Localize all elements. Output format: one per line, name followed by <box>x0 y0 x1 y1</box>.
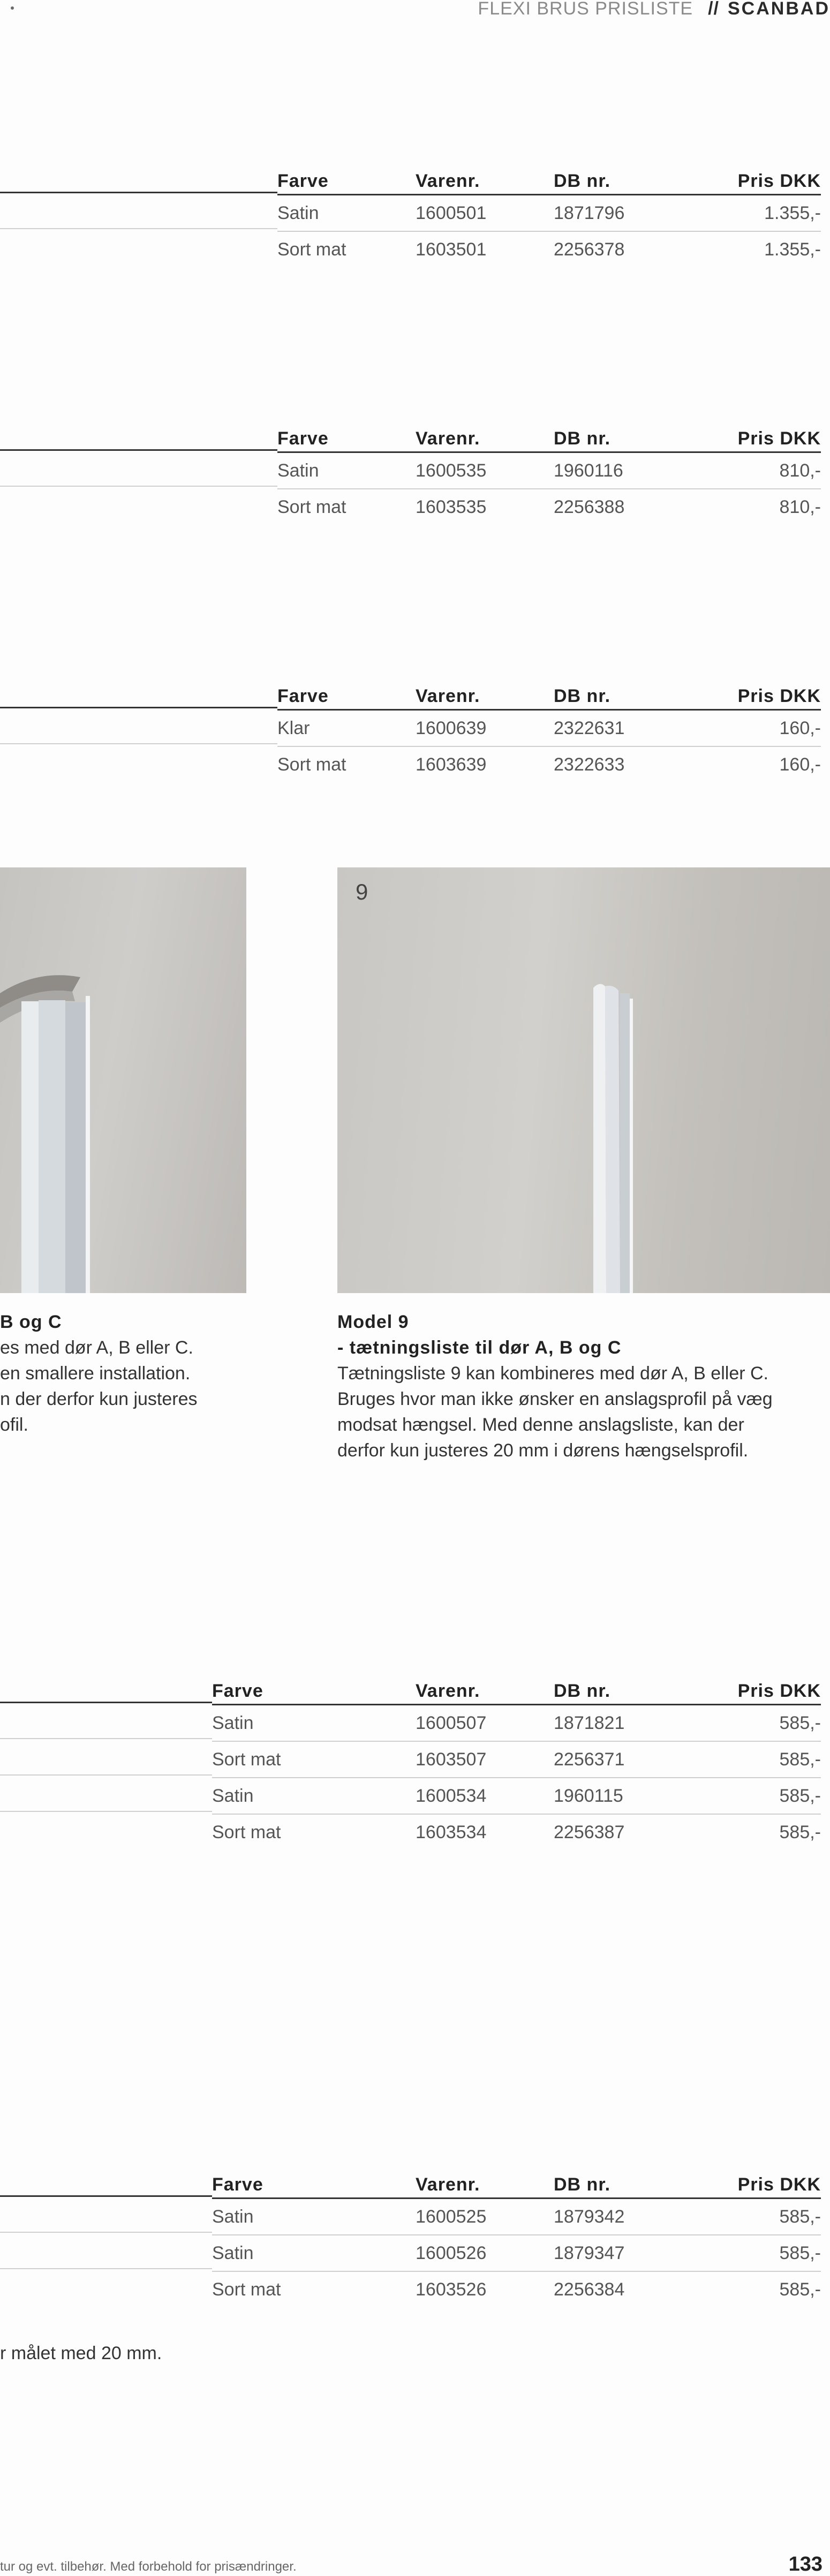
col-header-farve: Farve <box>277 428 329 449</box>
col-header-db-nr: DB nr. <box>554 2174 611 2195</box>
table-rule-left <box>0 486 277 487</box>
col-header-varenr: Varenr. <box>416 171 480 191</box>
cell-db-nr: 2322633 <box>554 754 625 775</box>
table-rule-left <box>0 449 277 451</box>
product-photo-left <box>0 867 246 1293</box>
table-rule-left <box>0 743 277 744</box>
table-row <box>277 489 821 525</box>
model-title: Model 9 <box>337 1312 409 1332</box>
cell-farve: Sort mat <box>277 754 346 775</box>
cell-db-nr: 2256384 <box>554 2279 625 2300</box>
table-row <box>212 2199 821 2235</box>
right-caption <box>337 1309 773 1463</box>
product-photo-model-9 <box>337 867 830 1293</box>
col-header-db-nr: DB nr. <box>554 686 611 706</box>
cell-farve: Satin <box>212 2242 254 2263</box>
table-row <box>277 452 821 489</box>
page-header <box>478 0 830 17</box>
cell-pris: 1.355,- <box>764 202 821 223</box>
table-rule-left <box>0 2268 212 2269</box>
col-header-varenr: Varenr. <box>416 1681 480 1701</box>
cell-pris: 585,- <box>779 1785 821 1806</box>
cell-db-nr: 2322631 <box>554 717 625 738</box>
page-number: 133 <box>788 2553 823 2575</box>
photo-number: 9 <box>356 879 368 904</box>
col-header-pris: Pris DKK <box>737 171 821 191</box>
table-rule-left <box>0 1811 212 1812</box>
cell-farve: Sort mat <box>277 239 346 260</box>
cell-db-nr: 1871821 <box>554 1712 625 1733</box>
table-header-row <box>277 418 821 452</box>
table-row <box>212 2235 821 2271</box>
col-header-farve: Farve <box>277 171 329 191</box>
cell-pris: 160,- <box>779 717 821 738</box>
left-caption-line: es med dør A, B eller C. <box>0 1338 193 1358</box>
footnote: r målet med 20 mm. <box>0 2343 162 2363</box>
description-line: Tætningsliste 9 kan kombineres med dør A, B eller C. <box>337 1363 768 1384</box>
col-header-db-nr: DB nr. <box>554 1681 611 1701</box>
cell-pris: 585,- <box>779 2206 821 2227</box>
cell-farve: Satin <box>277 460 319 481</box>
col-header-db-nr: DB nr. <box>554 171 611 191</box>
cell-farve: Satin <box>212 2206 254 2227</box>
cell-db-nr: 2256388 <box>554 496 625 517</box>
price-table-2 <box>277 418 821 525</box>
door-profile-illustration <box>0 867 246 1293</box>
cell-varenr: 1600535 <box>416 460 487 481</box>
cell-pris: 1.355,- <box>764 239 821 260</box>
cell-varenr: 1603507 <box>416 1749 487 1770</box>
cell-pris: 810,- <box>779 496 821 517</box>
cell-farve: Satin <box>277 202 319 223</box>
col-header-varenr: Varenr. <box>416 2174 480 2195</box>
left-caption-line: en smallere installation. <box>0 1363 191 1384</box>
table-rule-left <box>0 192 277 193</box>
cell-db-nr: 1960115 <box>554 1785 623 1806</box>
left-caption <box>0 1309 198 1438</box>
footer-disclaimer: tur og evt. tilbehør. Med forbehold for prisændringer. <box>0 2559 297 2574</box>
cell-varenr: 1603534 <box>416 1822 487 1842</box>
cell-varenr: 1603639 <box>416 754 487 775</box>
col-header-farve: Farve <box>212 2174 263 2195</box>
cell-farve: Sort mat <box>212 1749 281 1770</box>
cell-db-nr: 1879347 <box>554 2242 625 2263</box>
table-rule-left <box>0 1738 212 1739</box>
cell-farve: Satin <box>212 1712 254 1733</box>
sealing-strip-illustration <box>337 867 830 1293</box>
col-header-pris: Pris DKK <box>737 1681 821 1701</box>
table-header-row <box>212 1671 821 1705</box>
table-rule-left <box>0 707 277 708</box>
table-header-row <box>212 2164 821 2199</box>
table-row <box>212 1814 821 1850</box>
cell-varenr: 1600525 <box>416 2206 487 2227</box>
cell-farve: Sort mat <box>212 1822 281 1842</box>
cell-varenr: 1600501 <box>416 202 487 223</box>
table-row <box>277 195 821 232</box>
cell-pris: 160,- <box>779 754 821 775</box>
cell-pris: 585,- <box>779 1712 821 1733</box>
description-line: modsat hængsel. Med denne anslagsliste, kan der <box>337 1415 744 1435</box>
cell-db-nr: 2256387 <box>554 1822 625 1842</box>
left-caption-title: B og C <box>0 1312 62 1332</box>
table-row <box>212 1778 821 1814</box>
brand-name: SCANBAD <box>728 0 830 19</box>
table-rule-left <box>0 1774 212 1776</box>
description-line: derfor kun justeres 20 mm i dørens hængselsprofil. <box>337 1440 749 1461</box>
table-row <box>277 710 821 747</box>
cell-varenr: 1600534 <box>416 1785 487 1806</box>
price-table-5 <box>212 2164 821 2307</box>
table-header-row <box>277 676 821 710</box>
col-header-farve: Farve <box>212 1681 263 1701</box>
model-subtitle: - tætningsliste til dør A, B og C <box>337 1338 622 1358</box>
col-header-pris: Pris DKK <box>737 428 821 449</box>
col-header-farve: Farve <box>277 686 329 706</box>
cell-pris: 585,- <box>779 1749 821 1770</box>
bullet-dot <box>11 6 14 10</box>
table-row <box>212 1741 821 1778</box>
left-caption-line: n der derfor kun justeres <box>0 1389 198 1409</box>
cell-pris: 585,- <box>779 2279 821 2300</box>
col-header-varenr: Varenr. <box>416 686 480 706</box>
cell-db-nr: 1879342 <box>554 2206 625 2227</box>
cell-varenr: 1600526 <box>416 2242 487 2263</box>
table-row <box>212 2271 821 2307</box>
table-rule-left <box>0 228 277 229</box>
table-rule-left <box>0 2232 212 2233</box>
cell-db-nr: 1871796 <box>554 202 625 223</box>
description-line: Bruges hvor man ikke ønsker en anslagsprofil på væg <box>337 1389 773 1409</box>
cell-varenr: 1603501 <box>416 239 487 260</box>
col-header-pris: Pris DKK <box>737 2174 821 2195</box>
cell-varenr: 1600507 <box>416 1712 487 1733</box>
cell-farve: Klar <box>277 717 310 738</box>
header-title: FLEXI BRUS PRISLISTE <box>478 0 693 19</box>
header-separator: // <box>708 0 719 19</box>
cell-farve: Sort mat <box>212 2279 281 2300</box>
price-table-4 <box>212 1671 821 1850</box>
cell-farve: Satin <box>212 1785 254 1806</box>
table-row <box>277 746 821 782</box>
cell-farve: Sort mat <box>277 496 346 517</box>
col-header-varenr: Varenr. <box>416 428 480 449</box>
cell-pris: 585,- <box>779 2242 821 2263</box>
cell-varenr: 1603535 <box>416 496 487 517</box>
cell-db-nr: 2256371 <box>554 1749 625 1770</box>
left-caption-line: ofil. <box>0 1415 28 1435</box>
cell-db-nr: 1960116 <box>554 460 623 481</box>
cell-pris: 810,- <box>779 460 821 481</box>
cell-varenr: 1600639 <box>416 717 487 738</box>
price-table-1 <box>277 161 821 267</box>
table-row <box>277 231 821 267</box>
table-rule-left <box>0 1702 212 1703</box>
table-rule-left <box>0 2195 212 2197</box>
table-header-row <box>277 161 821 195</box>
col-header-db-nr: DB nr. <box>554 428 611 449</box>
table-row <box>212 1705 821 1742</box>
cell-varenr: 1603526 <box>416 2279 487 2300</box>
cell-pris: 585,- <box>779 1822 821 1842</box>
price-table-3 <box>277 676 821 782</box>
cell-db-nr: 2256378 <box>554 239 625 260</box>
col-header-pris: Pris DKK <box>737 686 821 706</box>
